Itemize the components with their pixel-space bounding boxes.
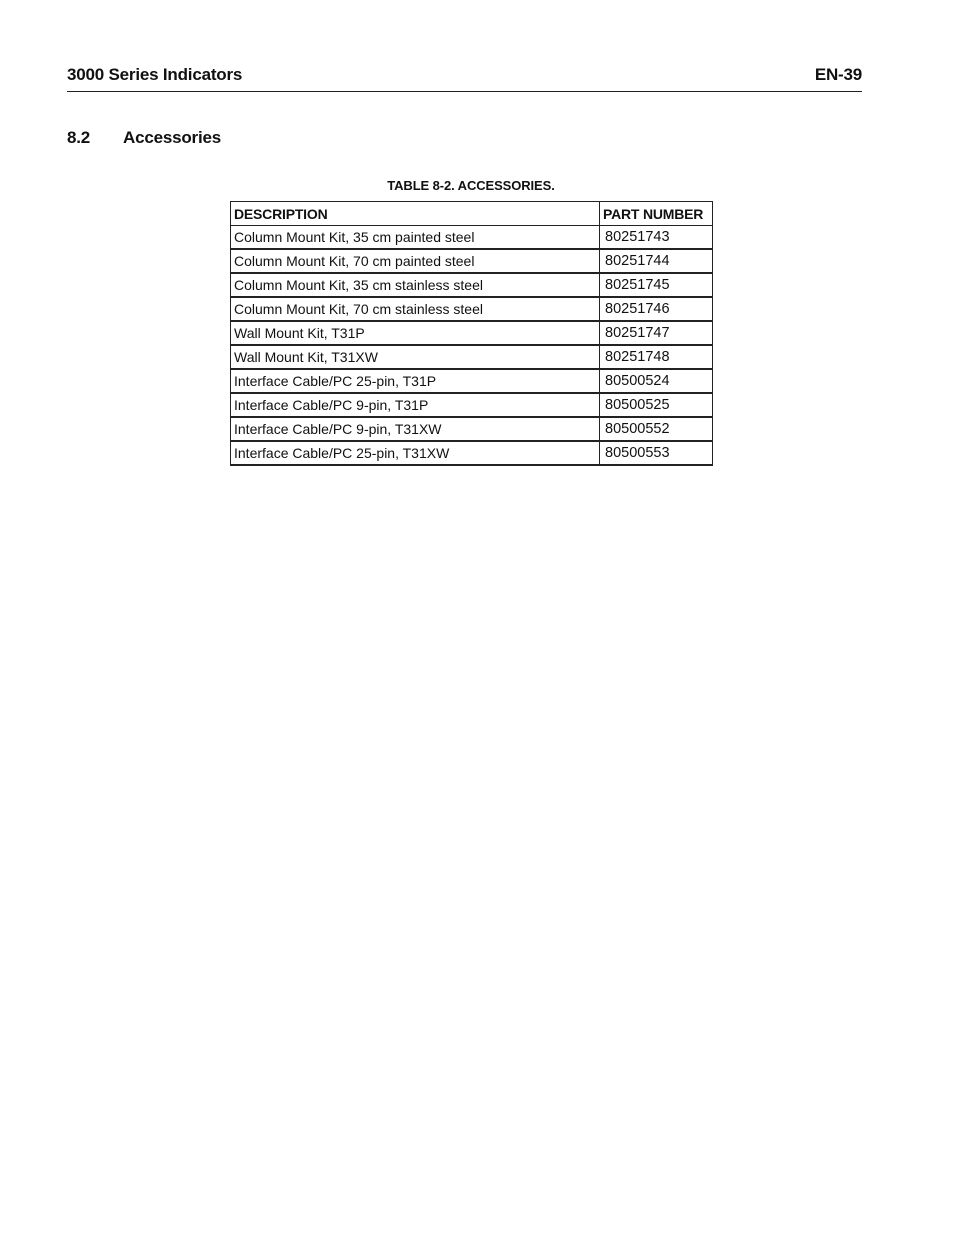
page-number: EN-39 [814,65,862,84]
description-cell: Wall Mount Kit, T31P [231,321,600,345]
page-header [67,62,862,92]
description-cell: Interface Cable/PC 9-pin, T31XW [231,417,600,441]
document-title: 3000 Series Indicators [67,65,243,84]
table-row [231,297,713,321]
description-cell: Column Mount Kit, 70 cm stainless steel [231,297,600,321]
part-number-cell: 80500525 [600,393,713,417]
part-number-cell: 80500524 [600,369,713,393]
part-number-cell: 80251743 [600,226,713,250]
table-caption: TABLE 8-2. ACCESSORIES. [387,178,555,193]
description-cell: Column Mount Kit, 35 cm painted steel [231,226,600,250]
description-cell: Interface Cable/PC 9-pin, T31P [231,393,600,417]
part-number-cell: 80251746 [600,297,713,321]
description-cell: Wall Mount Kit, T31XW [231,345,600,369]
table-row [231,345,713,369]
column-header-part-number: PART NUMBER [600,202,713,226]
column-header-description: DESCRIPTION [231,202,600,226]
description-cell: Column Mount Kit, 35 cm stainless steel [231,273,600,297]
part-number-cell: 80500553 [600,441,713,465]
section-number: 8.2 [67,128,91,147]
table-header-row [231,202,713,226]
table-row [231,369,713,393]
part-number-cell: 80500552 [600,417,713,441]
accessories-table [230,201,713,466]
part-number-cell: 80251745 [600,273,713,297]
description-cell: Interface Cable/PC 25-pin, T31P [231,369,600,393]
section-heading [67,128,221,148]
description-cell: Column Mount Kit, 70 cm painted steel [231,249,600,273]
description-cell: Interface Cable/PC 25-pin, T31XW [231,441,600,465]
table-row [231,273,713,297]
part-number-cell: 80251747 [600,321,713,345]
table-row [231,249,713,273]
section-title: Accessories [123,128,221,147]
table-row [231,393,713,417]
table-row [231,417,713,441]
table-row [231,321,713,345]
part-number-cell: 80251744 [600,249,713,273]
part-number-cell: 80251748 [600,345,713,369]
table-row [231,226,713,250]
table-row [231,441,713,465]
